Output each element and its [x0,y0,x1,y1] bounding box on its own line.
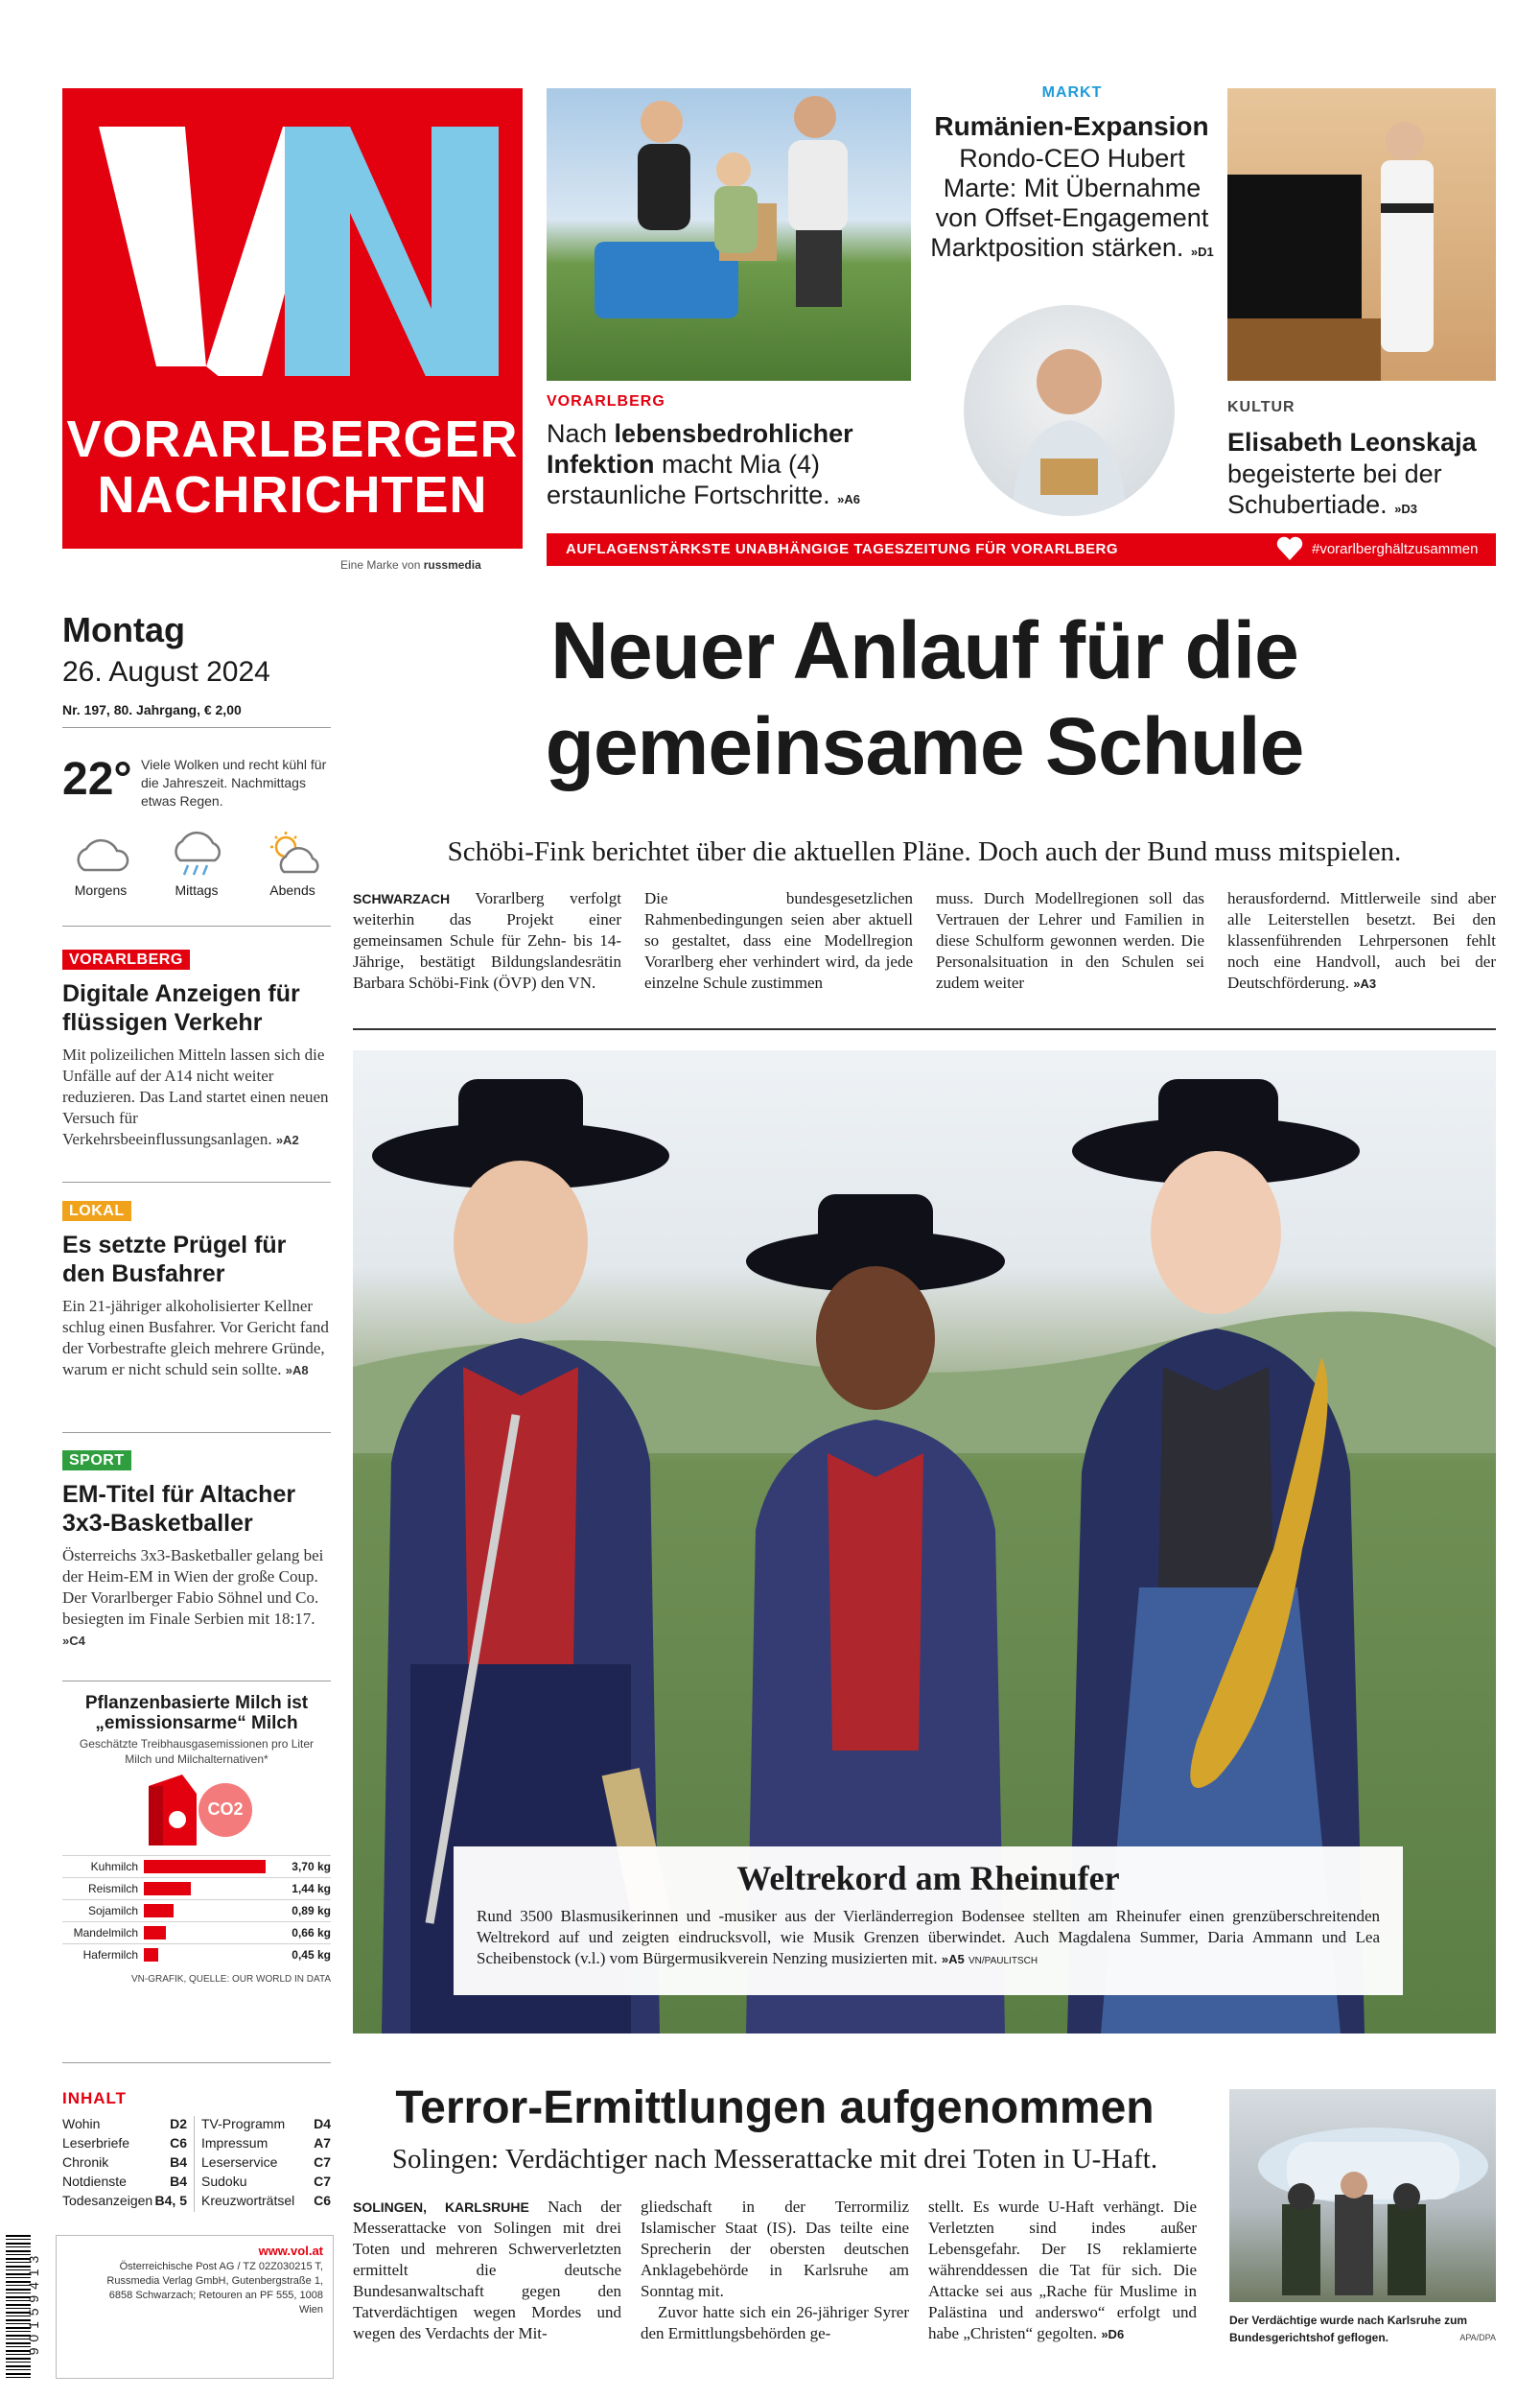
milk-bar [144,1948,158,1962]
terror-col-2: gliedschaft in der Terrormiliz Islamischer Staat (IS). Das teilte eine Sprecherin der obersten deutschen Anklagebehörde in Karlsruhe am Sonntag mit. Zuvor hatte sich ein 26-jähriger Syrer den Ermittlungsbehörden ge- [641,2198,909,2342]
milk-bar [144,1882,191,1895]
teaser-text-markt[interactable]: Rondo-CEO Hubert Marte: Mit Übernahme von Offset-Engagement Marktposition stärken. »D1 [930,144,1214,262]
brand-line: Eine Marke von russmedia [340,558,481,572]
weather-evening: Abends [245,830,340,906]
terror-col-3: stellt. Es wurde U-Haft verhängt. Die Verletzten sind indes außer Lebensgefahr. Der IS reklamierte währenddessen die Tat für sich. Die Attacke sei aus „Rache für Muslime in Palästina und anderswo“ erfolgt und habe „Christen“ gegolten. »D6 [928,2198,1197,2342]
milk-bar-label: Reismilch [87,1882,138,1895]
milk-bar-value: 0,89 kg [292,1904,331,1917]
toc-item[interactable]: Leserservice C7 [201,2154,331,2170]
inhalt-box [62,2089,331,2212]
teaser-headline-markt[interactable]: Rumänien-Expansion [934,111,1209,141]
claim-text: AUFLAGENSTÄRKSTE UNABHÄNGIGE TAGESZEITUNG FÜR VORARLBERG [566,541,1119,557]
milk-bar-value: 3,70 kg [292,1860,331,1873]
cloud-icon [67,830,134,878]
teaser-text-kultur[interactable]: begeisterte bei der Schubertiade. »D3 [1227,459,1442,519]
teaser-photo-family[interactable] [547,88,911,381]
side-tag-vorarlberg: VORARLBERG [62,950,190,970]
teaser-photo-pianist[interactable] [1227,88,1496,381]
masthead-name-1: VORARLBERGER [66,411,519,468]
teaser-headline-kultur[interactable]: Elisabeth Leonskaja [1227,428,1477,457]
toc-item[interactable]: Leserbriefe C6 [62,2135,187,2151]
teaser-text-vorarlberg[interactable]: Nach lebensbedrohlicher Infektion macht Mia (4) erstaunliche Fortschritte. »A6 [547,419,860,509]
teaser-kicker-markt: MARKT [1041,84,1103,101]
lead-col-4: herausfordernd. Mittlerweile sind aber alle Leiterstellen besetzt. Bei den klassenführenden Lehrpersonen fehlt noch eine Handvoll, auch bei der Deutschförderung. »A3 [1227,889,1496,992]
terror-subhead: Solingen: Verdächtiger nach Messerattacke mit drei Toten in U-Haft. [391,2144,1158,2175]
milk-bar-row [62,1855,331,1876]
imprint-text: Österreichische Post AG / TZ 02Z030215 T, Russmedia Verlag GmbH, Gutenbergstraße 1, 6858 Schwarzach; Retouren an PF 555, 1008 Wien [106,2261,323,2316]
teaser-kicker-vorarlberg: VORARLBERG [547,393,665,410]
lead-col-3: muss. Durch Modellregionen soll das Vertrauen der Lehrer und Familien in diese Schulform gewonnen werden. Die Personalsituation in den Schulen sei zudem weiter [936,889,1204,992]
milk-bar [144,1860,266,1873]
terror-photo[interactable] [1229,2089,1496,2302]
side-story-sport[interactable] [62,1450,331,1652]
side-text-1: Mit polizeilichen Mitteln lassen sich die Unfälle auf der A14 nicht weiter reduzieren. Das Land startet einen neuen Versuch für Verkehrsbeeinflussungsanlagen. »A2 [62,1046,329,1148]
milk-bar-value: 1,44 kg [292,1882,331,1895]
teaser-kicker-kultur: KULTUR [1227,399,1295,415]
lead-headline[interactable]: Neuer Anlauf für die gemeinsame Schule [545,605,1304,791]
weather-temp: 22° [62,754,132,805]
milk-bar-row [62,1899,331,1920]
weather-morning: Morgens [53,830,149,906]
heart-icon-claim [1275,536,1304,563]
side-headline-2: Es setzte Prügel für den Busfahrer [62,1232,287,1287]
hashtag[interactable]: #vorarlberghältzusammen [1312,541,1479,557]
masthead-name-2: NACHRICHTEN [97,466,488,524]
side-headline-1: Digitale Anzeigen für flüssigen Verkehr [62,980,300,1036]
milk-subtitle: Geschätzte Treibhausgasemissionen pro Liter Milch und Milchalternativen* [79,1737,315,1766]
side-headline-3: EM-Titel für Altacher 3x3-Basketballer [62,1481,296,1537]
toc-item[interactable]: Impressum A7 [201,2135,331,2151]
lead-col-2: Die bundesgesetzlichen Rahmenbedingungen seien aber aktuell so gestaltet, dass eine Modellregion Vorarlberg eher verhindert wird, da jede einzelne Schule zustimmen [644,889,913,992]
terror-col-1: SOLINGEN, KARLSRUHE Nach der Messerattacke von Solingen mit drei Toten und mehreren Schwerverletzten ermittelt die deutsche Bundesanwaltschaft gegen den Tatverdächtigen wegen Mordes und wegen des Verdachts der Mit- [353,2198,621,2342]
lead-subhead: Schöbi-Fink berichtet über die aktuellen Pläne. Doch auch der Bund muss mitspielen. [447,836,1402,867]
milk-bar-row [62,1943,331,1964]
milk-bar-row [62,1921,331,1942]
milk-bar-label: Sojamilch [87,1904,138,1917]
sun-cloud-icon [259,830,326,878]
weather-text: Viele Wolken und recht kühl für die Jahreszeit. Nachmittags etwas Regen. [141,757,327,809]
side-story-lokal[interactable] [62,1201,331,1381]
milk-chart [62,1855,331,1970]
side-story-vorarlberg[interactable] [62,950,331,1151]
barcode-number: 9 0 1 5 9 4 1 3 [26,2254,41,2356]
milk-bar-value: 0,66 kg [292,1926,331,1940]
teaser-photo-ceo[interactable] [964,305,1175,516]
terror-caption: Der Verdächtige wurde nach Karlsruhe zum Bundesgerichtshof geflogen. APA/DPA [1229,2314,1496,2344]
main-photo[interactable] [353,1050,1496,2034]
side-text-2: Ein 21-jähriger alkoholisierter Kellner schlug einen Busfahrer. Vor Gericht fand der Vorbestrafte gleich mehrere Gründe, warum er nicht schuld sein sollte. »A8 [62,1297,329,1378]
milk-bar-label: Hafermilch [82,1948,138,1962]
weather-periods [53,830,340,906]
milk-source: VN-GRAFIK, QUELLE: OUR WORLD IN DATA [131,1974,331,1985]
milk-bar-row [62,1877,331,1898]
milk-bar-label: Kuhmilch [90,1860,138,1873]
lead-col-1: SCHWARZACH Vorarlberg verfolgt weiterhin das Projekt einer gemeinsamen Schule für Zehn- bis 14-Jährige, bestätigt Bildungslandesrätin Barbara Schöbi-Fink (ÖVP) den VN. [353,889,621,992]
side-text-3: Österreichs 3x3-Basketballer gelang bei der Heim-EM in Wien der große Coup. Der Vorarlberger Fabio Söhnel und Co. besiegten im Finale Serbien mit 18:17. »C4 [62,1546,324,1648]
toc-item[interactable]: Wohin D2 [62,2116,187,2131]
vn-logo-icon [62,88,523,376]
milk-bar-label: Mandelmilch [73,1926,138,1940]
photo-caption: Rund 3500 Blasmusikerinnen und -musiker aus der Vierländerregion Bodensee stellten am Rheinufer einen grenzüberschreitenden Weltrekord auf und zeigten eindrucksvoll, wie Musik Grenzen überwindet. Auch Magdalena Summer, Daria Ammann und Lea Scheibenstock (v.l.) vom Bürgermusikverein Nenzing musizierten mit. »A5 VN/PAULITSCH [477,1907,1380,1967]
inhalt-left [62,2116,187,2212]
photo-headline: Weltrekord am Rheinufer [736,1859,1120,1897]
terror-headline[interactable]: Terror-Ermittlungen aufgenommen [395,2082,1155,2133]
terror-body [353,2197,1197,2345]
lead-body [353,888,1496,995]
milk-title: Pflanzenbasierte Milch ist „emissionsarme“ Milch [84,1693,309,1733]
photo-caption-box [454,1846,1403,1995]
imprint-url[interactable]: www.vol.at [258,2244,323,2258]
rain-cloud-icon [163,830,230,878]
co2-label: CO2 [207,1799,244,1819]
inhalt-right [201,2116,331,2212]
milk-bar [144,1926,166,1940]
toc-item[interactable]: Chronik B4 [62,2154,187,2170]
toc-item[interactable]: Sudoku C7 [201,2174,331,2189]
imprint-box [56,2235,334,2379]
weather-noon: Mittags [149,830,245,906]
milk-graphic [62,1693,331,2038]
milk-bar [144,1904,174,1917]
milk-pack-icon [62,1767,331,1853]
toc-item[interactable]: TV-Programm D4 [201,2116,331,2131]
masthead-logo[interactable] [62,88,523,549]
toc-item[interactable]: Todesanzeigen B4, 5 [62,2193,187,2208]
date-day: Montag [62,610,185,649]
issue-info: Nr. 197, 80. Jahrgang, € 2,00 [62,702,242,717]
side-tag-lokal: LOKAL [62,1201,131,1221]
side-tag-sport: SPORT [62,1450,131,1470]
toc-item[interactable]: Notdienste B4 [62,2174,187,2189]
milk-bar-value: 0,45 kg [292,1948,331,1962]
inhalt-title: INHALT [62,2089,128,2107]
claim-bar [547,533,1496,566]
toc-item[interactable]: Kreuzworträtsel C6 [201,2193,331,2208]
date-full: 26. August 2024 [62,656,270,688]
